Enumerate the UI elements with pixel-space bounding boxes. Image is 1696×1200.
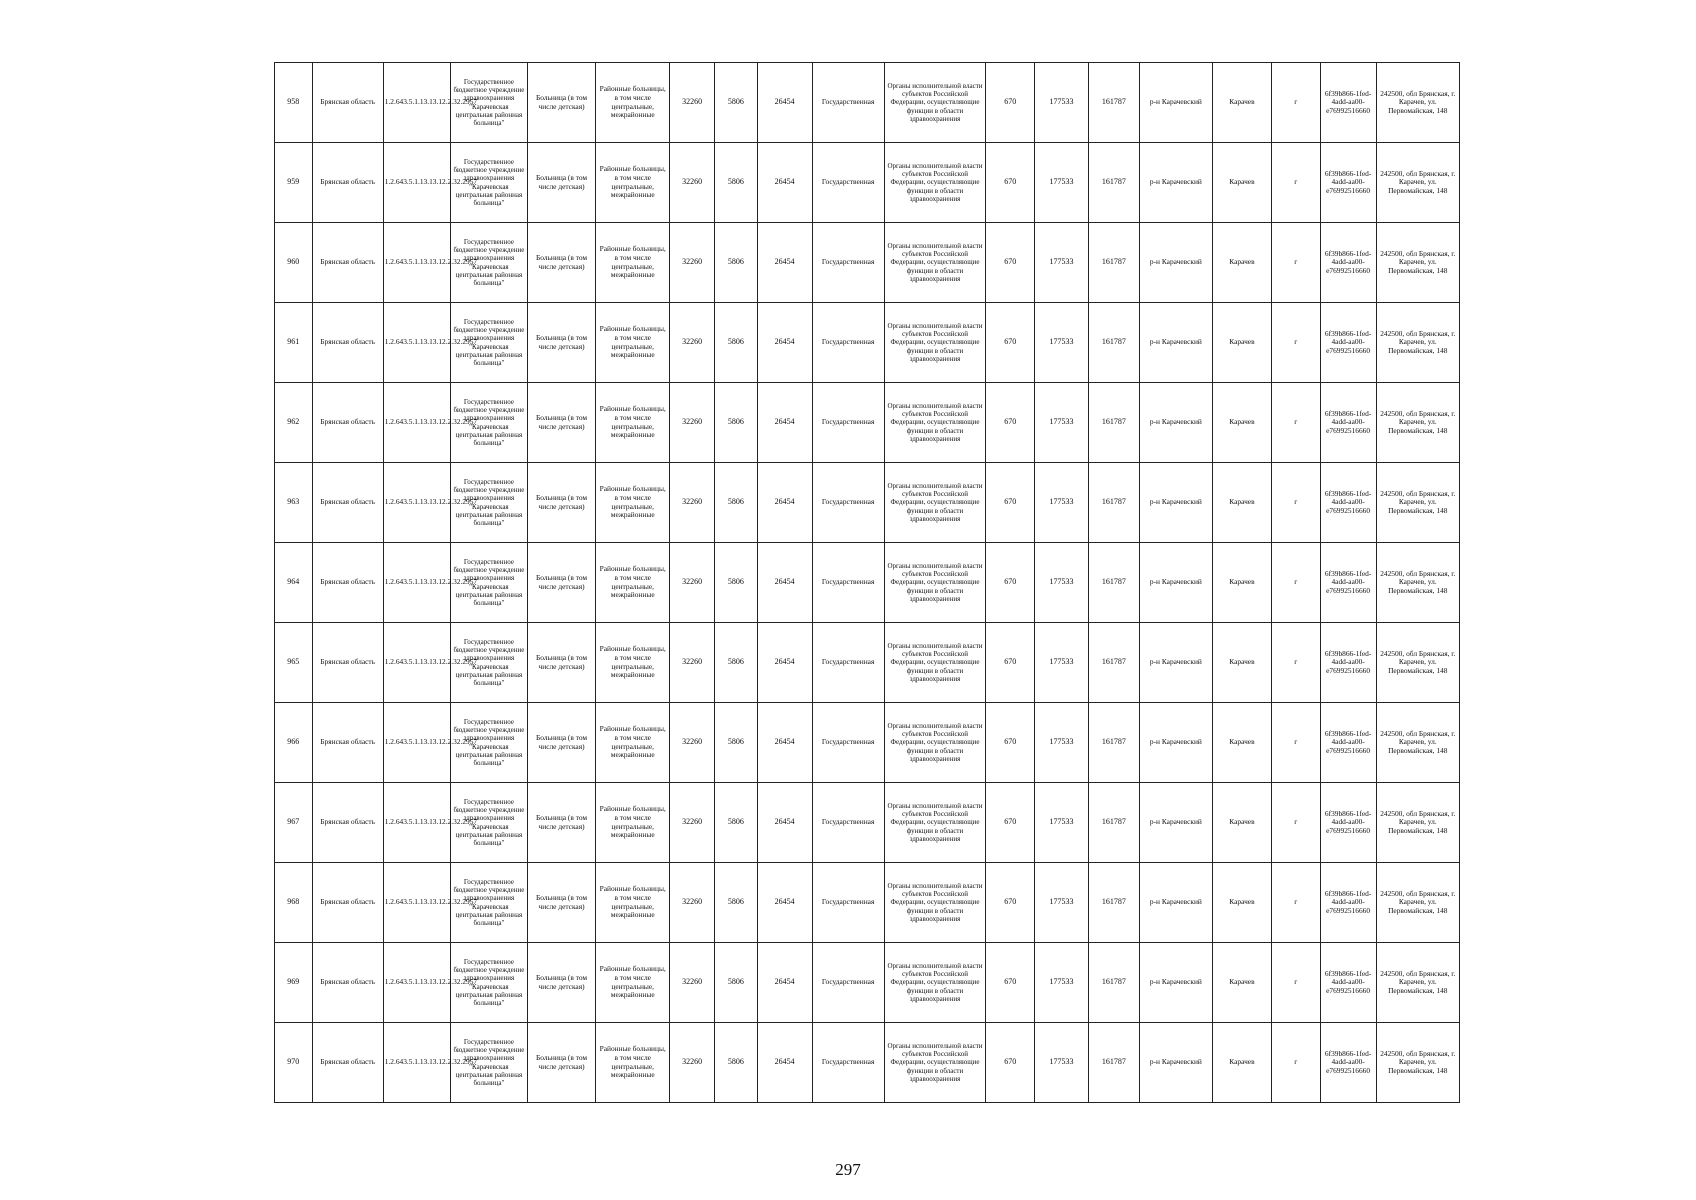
okpo-cell: 32260 xyxy=(670,783,715,863)
ownership-form-cell: Государственная xyxy=(812,783,884,863)
code-cell-5: 161787 xyxy=(1088,223,1139,303)
address-cell: 242500, обл Брянская, г. Карачев, ул. Первомайская, 148 xyxy=(1376,1023,1459,1103)
city-cell: Карачев xyxy=(1212,63,1271,143)
code-cell-5: 161787 xyxy=(1088,303,1139,383)
facility-category-cell: Районные больницы, в том числе центральные, межрайонные xyxy=(596,543,670,623)
city-cell: Карачев xyxy=(1212,463,1271,543)
district-cell: р-н Карачевский xyxy=(1139,543,1212,623)
registry-code-cell: 1.2.643.5.1.13.13.12.2.32.2957 xyxy=(383,463,450,543)
district-cell: р-н Карачевский xyxy=(1139,783,1212,863)
facility-category-cell: Районные больницы, в том числе центральные, межрайонные xyxy=(596,143,670,223)
authority-cell: Органы исполнительной власти субъектов Российской Федерации, осуществляющие функции в области здравоохранения xyxy=(884,623,986,703)
authority-cell: Органы исполнительной власти субъектов Российской Федерации, осуществляющие функции в области здравоохранения xyxy=(884,303,986,383)
address-cell: 242500, обл Брянская, г. Карачев, ул. Первомайская, 148 xyxy=(1376,383,1459,463)
authority-cell: Органы исполнительной власти субъектов Российской Федерации, осуществляющие функции в области здравоохранения xyxy=(884,783,986,863)
code-cell-4: 177533 xyxy=(1035,943,1089,1023)
facility-kind-cell: Больница (в том числе детская) xyxy=(528,303,596,383)
organization-name-cell: Государственное бюджетное учреждение здравоохранения "Карачевская центральная районная больница" xyxy=(450,223,527,303)
okpo-cell: 32260 xyxy=(670,303,715,383)
code-cell-1: 5806 xyxy=(715,63,758,143)
facility-kind-cell: Больница (в том числе детская) xyxy=(528,543,596,623)
region-cell: Брянская область xyxy=(312,143,383,223)
code-cell-3: 670 xyxy=(986,223,1035,303)
row-number: 961 xyxy=(275,303,313,383)
code-cell-5: 161787 xyxy=(1088,463,1139,543)
registry-code-cell: 1.2.643.5.1.13.13.12.2.32.2957 xyxy=(383,703,450,783)
okpo-cell: 32260 xyxy=(670,63,715,143)
facility-category-cell: Районные больницы, в том числе центральные, межрайонные xyxy=(596,63,670,143)
code-cell-5: 161787 xyxy=(1088,383,1139,463)
code-cell-3: 670 xyxy=(986,383,1035,463)
facility-category-cell: Районные больницы, в том числе центральные, межрайонные xyxy=(596,783,670,863)
code-cell-2: 26454 xyxy=(757,463,812,543)
facility-category-cell: Районные больницы, в том числе центральные, межрайонные xyxy=(596,863,670,943)
district-cell: р-н Карачевский xyxy=(1139,143,1212,223)
code-cell-1: 5806 xyxy=(715,863,758,943)
organization-name-cell: Государственное бюджетное учреждение здравоохранения "Карачевская центральная районная больница" xyxy=(450,143,527,223)
ownership-form-cell: Государственная xyxy=(812,143,884,223)
district-cell: р-н Карачевский xyxy=(1139,623,1212,703)
table-row xyxy=(275,223,1460,303)
city-cell: Карачев xyxy=(1212,143,1271,223)
authority-cell: Органы исполнительной власти субъектов Российской Федерации, осуществляющие функции в области здравоохранения xyxy=(884,543,986,623)
code-cell-2: 26454 xyxy=(757,783,812,863)
facility-kind-cell: Больница (в том числе детская) xyxy=(528,623,596,703)
page-number: 297 xyxy=(835,1160,861,1179)
settlement-type-cell: г xyxy=(1271,303,1320,383)
authority-cell: Органы исполнительной власти субъектов Российской Федерации, осуществляющие функции в области здравоохранения xyxy=(884,703,986,783)
registry-code-cell: 1.2.643.5.1.13.13.12.2.32.2957 xyxy=(383,863,450,943)
ownership-form-cell: Государственная xyxy=(812,943,884,1023)
table-row xyxy=(275,303,1460,383)
settlement-type-cell: г xyxy=(1271,783,1320,863)
organization-name-cell: Государственное бюджетное учреждение здравоохранения "Карачевская центральная районная больница" xyxy=(450,303,527,383)
district-cell: р-н Карачевский xyxy=(1139,383,1212,463)
code-cell-3: 670 xyxy=(986,783,1035,863)
code-cell-3: 670 xyxy=(986,863,1035,943)
code-cell-4: 177533 xyxy=(1035,463,1089,543)
organization-name-cell: Государственное бюджетное учреждение здравоохранения "Карачевская центральная районная больница" xyxy=(450,863,527,943)
code-cell-4: 177533 xyxy=(1035,143,1089,223)
code-cell-4: 177533 xyxy=(1035,703,1089,783)
okpo-cell: 32260 xyxy=(670,623,715,703)
okpo-cell: 32260 xyxy=(670,703,715,783)
guid-cell: 6f39b866-1fed-4add-aa00-e76992516660 xyxy=(1320,223,1376,303)
district-cell: р-н Карачевский xyxy=(1139,63,1212,143)
facility-kind-cell: Больница (в том числе детская) xyxy=(528,783,596,863)
settlement-type-cell: г xyxy=(1271,623,1320,703)
code-cell-5: 161787 xyxy=(1088,543,1139,623)
address-cell: 242500, обл Брянская, г. Карачев, ул. Первомайская, 148 xyxy=(1376,463,1459,543)
code-cell-1: 5806 xyxy=(715,1023,758,1103)
facility-category-cell: Районные больницы, в том числе центральные, межрайонные xyxy=(596,383,670,463)
facility-category-cell: Районные больницы, в том числе центральные, межрайонные xyxy=(596,703,670,783)
code-cell-5: 161787 xyxy=(1088,783,1139,863)
address-cell: 242500, обл Брянская, г. Карачев, ул. Первомайская, 148 xyxy=(1376,543,1459,623)
table-row xyxy=(275,863,1460,943)
ownership-form-cell: Государственная xyxy=(812,1023,884,1103)
region-cell: Брянская область xyxy=(312,703,383,783)
code-cell-5: 161787 xyxy=(1088,1023,1139,1103)
region-cell: Брянская область xyxy=(312,783,383,863)
authority-cell: Органы исполнительной власти субъектов Российской Федерации, осуществляющие функции в области здравоохранения xyxy=(884,63,986,143)
code-cell-3: 670 xyxy=(986,143,1035,223)
registry-code-cell: 1.2.643.5.1.13.13.12.2.32.2957 xyxy=(383,63,450,143)
table-row xyxy=(275,623,1460,703)
guid-cell: 6f39b866-1fed-4add-aa00-e76992516660 xyxy=(1320,863,1376,943)
row-number: 967 xyxy=(275,783,313,863)
code-cell-1: 5806 xyxy=(715,783,758,863)
guid-cell: 6f39b866-1fed-4add-aa00-e76992516660 xyxy=(1320,623,1376,703)
city-cell: Карачев xyxy=(1212,783,1271,863)
region-cell: Брянская область xyxy=(312,863,383,943)
facility-kind-cell: Больница (в том числе детская) xyxy=(528,1023,596,1103)
settlement-type-cell: г xyxy=(1271,703,1320,783)
address-cell: 242500, обл Брянская, г. Карачев, ул. Первомайская, 148 xyxy=(1376,143,1459,223)
ownership-form-cell: Государственная xyxy=(812,863,884,943)
organization-name-cell: Государственное бюджетное учреждение здравоохранения "Карачевская центральная районная больница" xyxy=(450,943,527,1023)
table-row xyxy=(275,703,1460,783)
address-cell: 242500, обл Брянская, г. Карачев, ул. Первомайская, 148 xyxy=(1376,623,1459,703)
guid-cell: 6f39b866-1fed-4add-aa00-e76992516660 xyxy=(1320,543,1376,623)
district-cell: р-н Карачевский xyxy=(1139,303,1212,383)
authority-cell: Органы исполнительной власти субъектов Российской Федерации, осуществляющие функции в области здравоохранения xyxy=(884,223,986,303)
row-number: 965 xyxy=(275,623,313,703)
row-number: 970 xyxy=(275,1023,313,1103)
code-cell-5: 161787 xyxy=(1088,143,1139,223)
city-cell: Карачев xyxy=(1212,703,1271,783)
row-number: 960 xyxy=(275,223,313,303)
table-row xyxy=(275,783,1460,863)
region-cell: Брянская область xyxy=(312,623,383,703)
row-number: 962 xyxy=(275,383,313,463)
region-cell: Брянская область xyxy=(312,463,383,543)
code-cell-2: 26454 xyxy=(757,63,812,143)
okpo-cell: 32260 xyxy=(670,223,715,303)
address-cell: 242500, обл Брянская, г. Карачев, ул. Первомайская, 148 xyxy=(1376,63,1459,143)
code-cell-3: 670 xyxy=(986,623,1035,703)
region-cell: Брянская область xyxy=(312,303,383,383)
code-cell-5: 161787 xyxy=(1088,943,1139,1023)
organization-name-cell: Государственное бюджетное учреждение здравоохранения "Карачевская центральная районная больница" xyxy=(450,1023,527,1103)
organization-name-cell: Государственное бюджетное учреждение здравоохранения "Карачевская центральная районная больница" xyxy=(450,383,527,463)
code-cell-2: 26454 xyxy=(757,703,812,783)
code-cell-3: 670 xyxy=(986,303,1035,383)
facility-category-cell: Районные больницы, в том числе центральные, межрайонные xyxy=(596,463,670,543)
city-cell: Карачев xyxy=(1212,863,1271,943)
table-row xyxy=(275,143,1460,223)
organization-name-cell: Государственное бюджетное учреждение здравоохранения "Карачевская центральная районная больница" xyxy=(450,463,527,543)
facility-category-cell: Районные больницы, в том числе центральные, межрайонные xyxy=(596,943,670,1023)
authority-cell: Органы исполнительной власти субъектов Российской Федерации, осуществляющие функции в области здравоохранения xyxy=(884,463,986,543)
settlement-type-cell: г xyxy=(1271,63,1320,143)
code-cell-4: 177533 xyxy=(1035,303,1089,383)
city-cell: Карачев xyxy=(1212,943,1271,1023)
settlement-type-cell: г xyxy=(1271,223,1320,303)
region-cell: Брянская область xyxy=(312,1023,383,1103)
code-cell-3: 670 xyxy=(986,463,1035,543)
address-cell: 242500, обл Брянская, г. Карачев, ул. Первомайская, 148 xyxy=(1376,943,1459,1023)
code-cell-5: 161787 xyxy=(1088,703,1139,783)
facility-category-cell: Районные больницы, в том числе центральные, межрайонные xyxy=(596,303,670,383)
okpo-cell: 32260 xyxy=(670,943,715,1023)
district-cell: р-н Карачевский xyxy=(1139,223,1212,303)
registry-code-cell: 1.2.643.5.1.13.13.12.2.32.2957 xyxy=(383,543,450,623)
facility-kind-cell: Больница (в том числе детская) xyxy=(528,463,596,543)
code-cell-5: 161787 xyxy=(1088,863,1139,943)
settlement-type-cell: г xyxy=(1271,383,1320,463)
row-number: 963 xyxy=(275,463,313,543)
settlement-type-cell: г xyxy=(1271,863,1320,943)
settlement-type-cell: г xyxy=(1271,463,1320,543)
code-cell-1: 5806 xyxy=(715,703,758,783)
authority-cell: Органы исполнительной власти субъектов Российской Федерации, осуществляющие функции в области здравоохранения xyxy=(884,863,986,943)
row-number: 966 xyxy=(275,703,313,783)
district-cell: р-н Карачевский xyxy=(1139,1023,1212,1103)
registry-sheet xyxy=(274,62,1460,1120)
code-cell-2: 26454 xyxy=(757,303,812,383)
authority-cell: Органы исполнительной власти субъектов Российской Федерации, осуществляющие функции в области здравоохранения xyxy=(884,143,986,223)
ownership-form-cell: Государственная xyxy=(812,63,884,143)
code-cell-1: 5806 xyxy=(715,383,758,463)
okpo-cell: 32260 xyxy=(670,143,715,223)
guid-cell: 6f39b866-1fed-4add-aa00-e76992516660 xyxy=(1320,1023,1376,1103)
registry-code-cell: 1.2.643.5.1.13.13.12.2.32.2957 xyxy=(383,623,450,703)
table-row xyxy=(275,543,1460,623)
settlement-type-cell: г xyxy=(1271,143,1320,223)
row-number: 958 xyxy=(275,63,313,143)
code-cell-5: 161787 xyxy=(1088,63,1139,143)
registry-code-cell: 1.2.643.5.1.13.13.12.2.32.2957 xyxy=(383,223,450,303)
organization-name-cell: Государственное бюджетное учреждение здравоохранения "Карачевская центральная районная больница" xyxy=(450,543,527,623)
registry-code-cell: 1.2.643.5.1.13.13.12.2.32.2957 xyxy=(383,303,450,383)
guid-cell: 6f39b866-1fed-4add-aa00-e76992516660 xyxy=(1320,943,1376,1023)
authority-cell: Органы исполнительной власти субъектов Российской Федерации, осуществляющие функции в области здравоохранения xyxy=(884,943,986,1023)
address-cell: 242500, обл Брянская, г. Карачев, ул. Первомайская, 148 xyxy=(1376,863,1459,943)
region-cell: Брянская область xyxy=(312,383,383,463)
code-cell-4: 177533 xyxy=(1035,863,1089,943)
guid-cell: 6f39b866-1fed-4add-aa00-e76992516660 xyxy=(1320,63,1376,143)
district-cell: р-н Карачевский xyxy=(1139,863,1212,943)
okpo-cell: 32260 xyxy=(670,1023,715,1103)
table-row xyxy=(275,383,1460,463)
registry-code-cell: 1.2.643.5.1.13.13.12.2.32.2957 xyxy=(383,783,450,863)
district-cell: р-н Карачевский xyxy=(1139,463,1212,543)
address-cell: 242500, обл Брянская, г. Карачев, ул. Первомайская, 148 xyxy=(1376,783,1459,863)
ownership-form-cell: Государственная xyxy=(812,703,884,783)
city-cell: Карачев xyxy=(1212,223,1271,303)
code-cell-1: 5806 xyxy=(715,223,758,303)
facility-kind-cell: Больница (в том числе детская) xyxy=(528,863,596,943)
ownership-form-cell: Государственная xyxy=(812,383,884,463)
code-cell-1: 5806 xyxy=(715,543,758,623)
row-number: 964 xyxy=(275,543,313,623)
code-cell-4: 177533 xyxy=(1035,1023,1089,1103)
facility-kind-cell: Больница (в том числе детская) xyxy=(528,383,596,463)
guid-cell: 6f39b866-1fed-4add-aa00-e76992516660 xyxy=(1320,783,1376,863)
okpo-cell: 32260 xyxy=(670,543,715,623)
code-cell-1: 5806 xyxy=(715,303,758,383)
code-cell-4: 177533 xyxy=(1035,783,1089,863)
table-row xyxy=(275,1023,1460,1103)
guid-cell: 6f39b866-1fed-4add-aa00-e76992516660 xyxy=(1320,463,1376,543)
city-cell: Карачев xyxy=(1212,383,1271,463)
code-cell-4: 177533 xyxy=(1035,223,1089,303)
code-cell-1: 5806 xyxy=(715,463,758,543)
code-cell-2: 26454 xyxy=(757,623,812,703)
district-cell: р-н Карачевский xyxy=(1139,703,1212,783)
organization-name-cell: Государственное бюджетное учреждение здравоохранения "Карачевская центральная районная больница" xyxy=(450,783,527,863)
facility-kind-cell: Больница (в том числе детская) xyxy=(528,63,596,143)
address-cell: 242500, обл Брянская, г. Карачев, ул. Первомайская, 148 xyxy=(1376,303,1459,383)
region-cell: Брянская область xyxy=(312,943,383,1023)
settlement-type-cell: г xyxy=(1271,543,1320,623)
ownership-form-cell: Государственная xyxy=(812,463,884,543)
code-cell-4: 177533 xyxy=(1035,63,1089,143)
city-cell: Карачев xyxy=(1212,1023,1271,1103)
authority-cell: Органы исполнительной власти субъектов Российской Федерации, осуществляющие функции в области здравоохранения xyxy=(884,1023,986,1103)
okpo-cell: 32260 xyxy=(670,863,715,943)
code-cell-3: 670 xyxy=(986,63,1035,143)
code-cell-2: 26454 xyxy=(757,143,812,223)
code-cell-2: 26454 xyxy=(757,863,812,943)
facility-kind-cell: Больница (в том числе детская) xyxy=(528,223,596,303)
table-row xyxy=(275,463,1460,543)
ownership-form-cell: Государственная xyxy=(812,303,884,383)
city-cell: Карачев xyxy=(1212,543,1271,623)
code-cell-2: 26454 xyxy=(757,383,812,463)
facility-category-cell: Районные больницы, в том числе центральные, межрайонные xyxy=(596,623,670,703)
address-cell: 242500, обл Брянская, г. Карачев, ул. Первомайская, 148 xyxy=(1376,223,1459,303)
facility-category-cell: Районные больницы, в том числе центральные, межрайонные xyxy=(596,223,670,303)
code-cell-1: 5806 xyxy=(715,143,758,223)
table-row xyxy=(275,63,1460,143)
facility-category-cell: Районные больницы, в том числе центральные, межрайонные xyxy=(596,1023,670,1103)
registry-table xyxy=(274,62,1460,1103)
table-row xyxy=(275,943,1460,1023)
facility-kind-cell: Больница (в том числе детская) xyxy=(528,143,596,223)
guid-cell: 6f39b866-1fed-4add-aa00-e76992516660 xyxy=(1320,143,1376,223)
code-cell-2: 26454 xyxy=(757,543,812,623)
guid-cell: 6f39b866-1fed-4add-aa00-e76992516660 xyxy=(1320,703,1376,783)
region-cell: Брянская область xyxy=(312,63,383,143)
code-cell-4: 177533 xyxy=(1035,383,1089,463)
ownership-form-cell: Государственная xyxy=(812,623,884,703)
facility-kind-cell: Больница (в том числе детская) xyxy=(528,943,596,1023)
code-cell-2: 26454 xyxy=(757,1023,812,1103)
code-cell-1: 5806 xyxy=(715,623,758,703)
code-cell-4: 177533 xyxy=(1035,543,1089,623)
code-cell-3: 670 xyxy=(986,543,1035,623)
organization-name-cell: Государственное бюджетное учреждение здравоохранения "Карачевская центральная районная больница" xyxy=(450,623,527,703)
code-cell-3: 670 xyxy=(986,1023,1035,1103)
registry-code-cell: 1.2.643.5.1.13.13.12.2.32.2957 xyxy=(383,1023,450,1103)
organization-name-cell: Государственное бюджетное учреждение здравоохранения "Карачевская центральная районная больница" xyxy=(450,703,527,783)
registry-code-cell: 1.2.643.5.1.13.13.12.2.32.2957 xyxy=(383,383,450,463)
guid-cell: 6f39b866-1fed-4add-aa00-e76992516660 xyxy=(1320,303,1376,383)
facility-kind-cell: Больница (в том числе детская) xyxy=(528,703,596,783)
settlement-type-cell: г xyxy=(1271,943,1320,1023)
code-cell-1: 5806 xyxy=(715,943,758,1023)
registry-code-cell: 1.2.643.5.1.13.13.12.2.32.2957 xyxy=(383,943,450,1023)
organization-name-cell: Государственное бюджетное учреждение здравоохранения "Карачевская центральная районная больница" xyxy=(450,63,527,143)
authority-cell: Органы исполнительной власти субъектов Российской Федерации, осуществляющие функции в области здравоохранения xyxy=(884,383,986,463)
row-number: 969 xyxy=(275,943,313,1023)
code-cell-2: 26454 xyxy=(757,223,812,303)
region-cell: Брянская область xyxy=(312,223,383,303)
address-cell: 242500, обл Брянская, г. Карачев, ул. Первомайская, 148 xyxy=(1376,703,1459,783)
row-number: 959 xyxy=(275,143,313,223)
table-body xyxy=(275,63,1460,1103)
okpo-cell: 32260 xyxy=(670,383,715,463)
city-cell: Карачев xyxy=(1212,623,1271,703)
region-cell: Брянская область xyxy=(312,543,383,623)
code-cell-5: 161787 xyxy=(1088,623,1139,703)
code-cell-3: 670 xyxy=(986,703,1035,783)
code-cell-2: 26454 xyxy=(757,943,812,1023)
ownership-form-cell: Государственная xyxy=(812,223,884,303)
settlement-type-cell: г xyxy=(1271,1023,1320,1103)
ownership-form-cell: Государственная xyxy=(812,543,884,623)
registry-code-cell: 1.2.643.5.1.13.13.12.2.32.2957 xyxy=(383,143,450,223)
row-number: 968 xyxy=(275,863,313,943)
code-cell-4: 177533 xyxy=(1035,623,1089,703)
okpo-cell: 32260 xyxy=(670,463,715,543)
guid-cell: 6f39b866-1fed-4add-aa00-e76992516660 xyxy=(1320,383,1376,463)
city-cell: Карачев xyxy=(1212,303,1271,383)
code-cell-3: 670 xyxy=(986,943,1035,1023)
district-cell: р-н Карачевский xyxy=(1139,943,1212,1023)
